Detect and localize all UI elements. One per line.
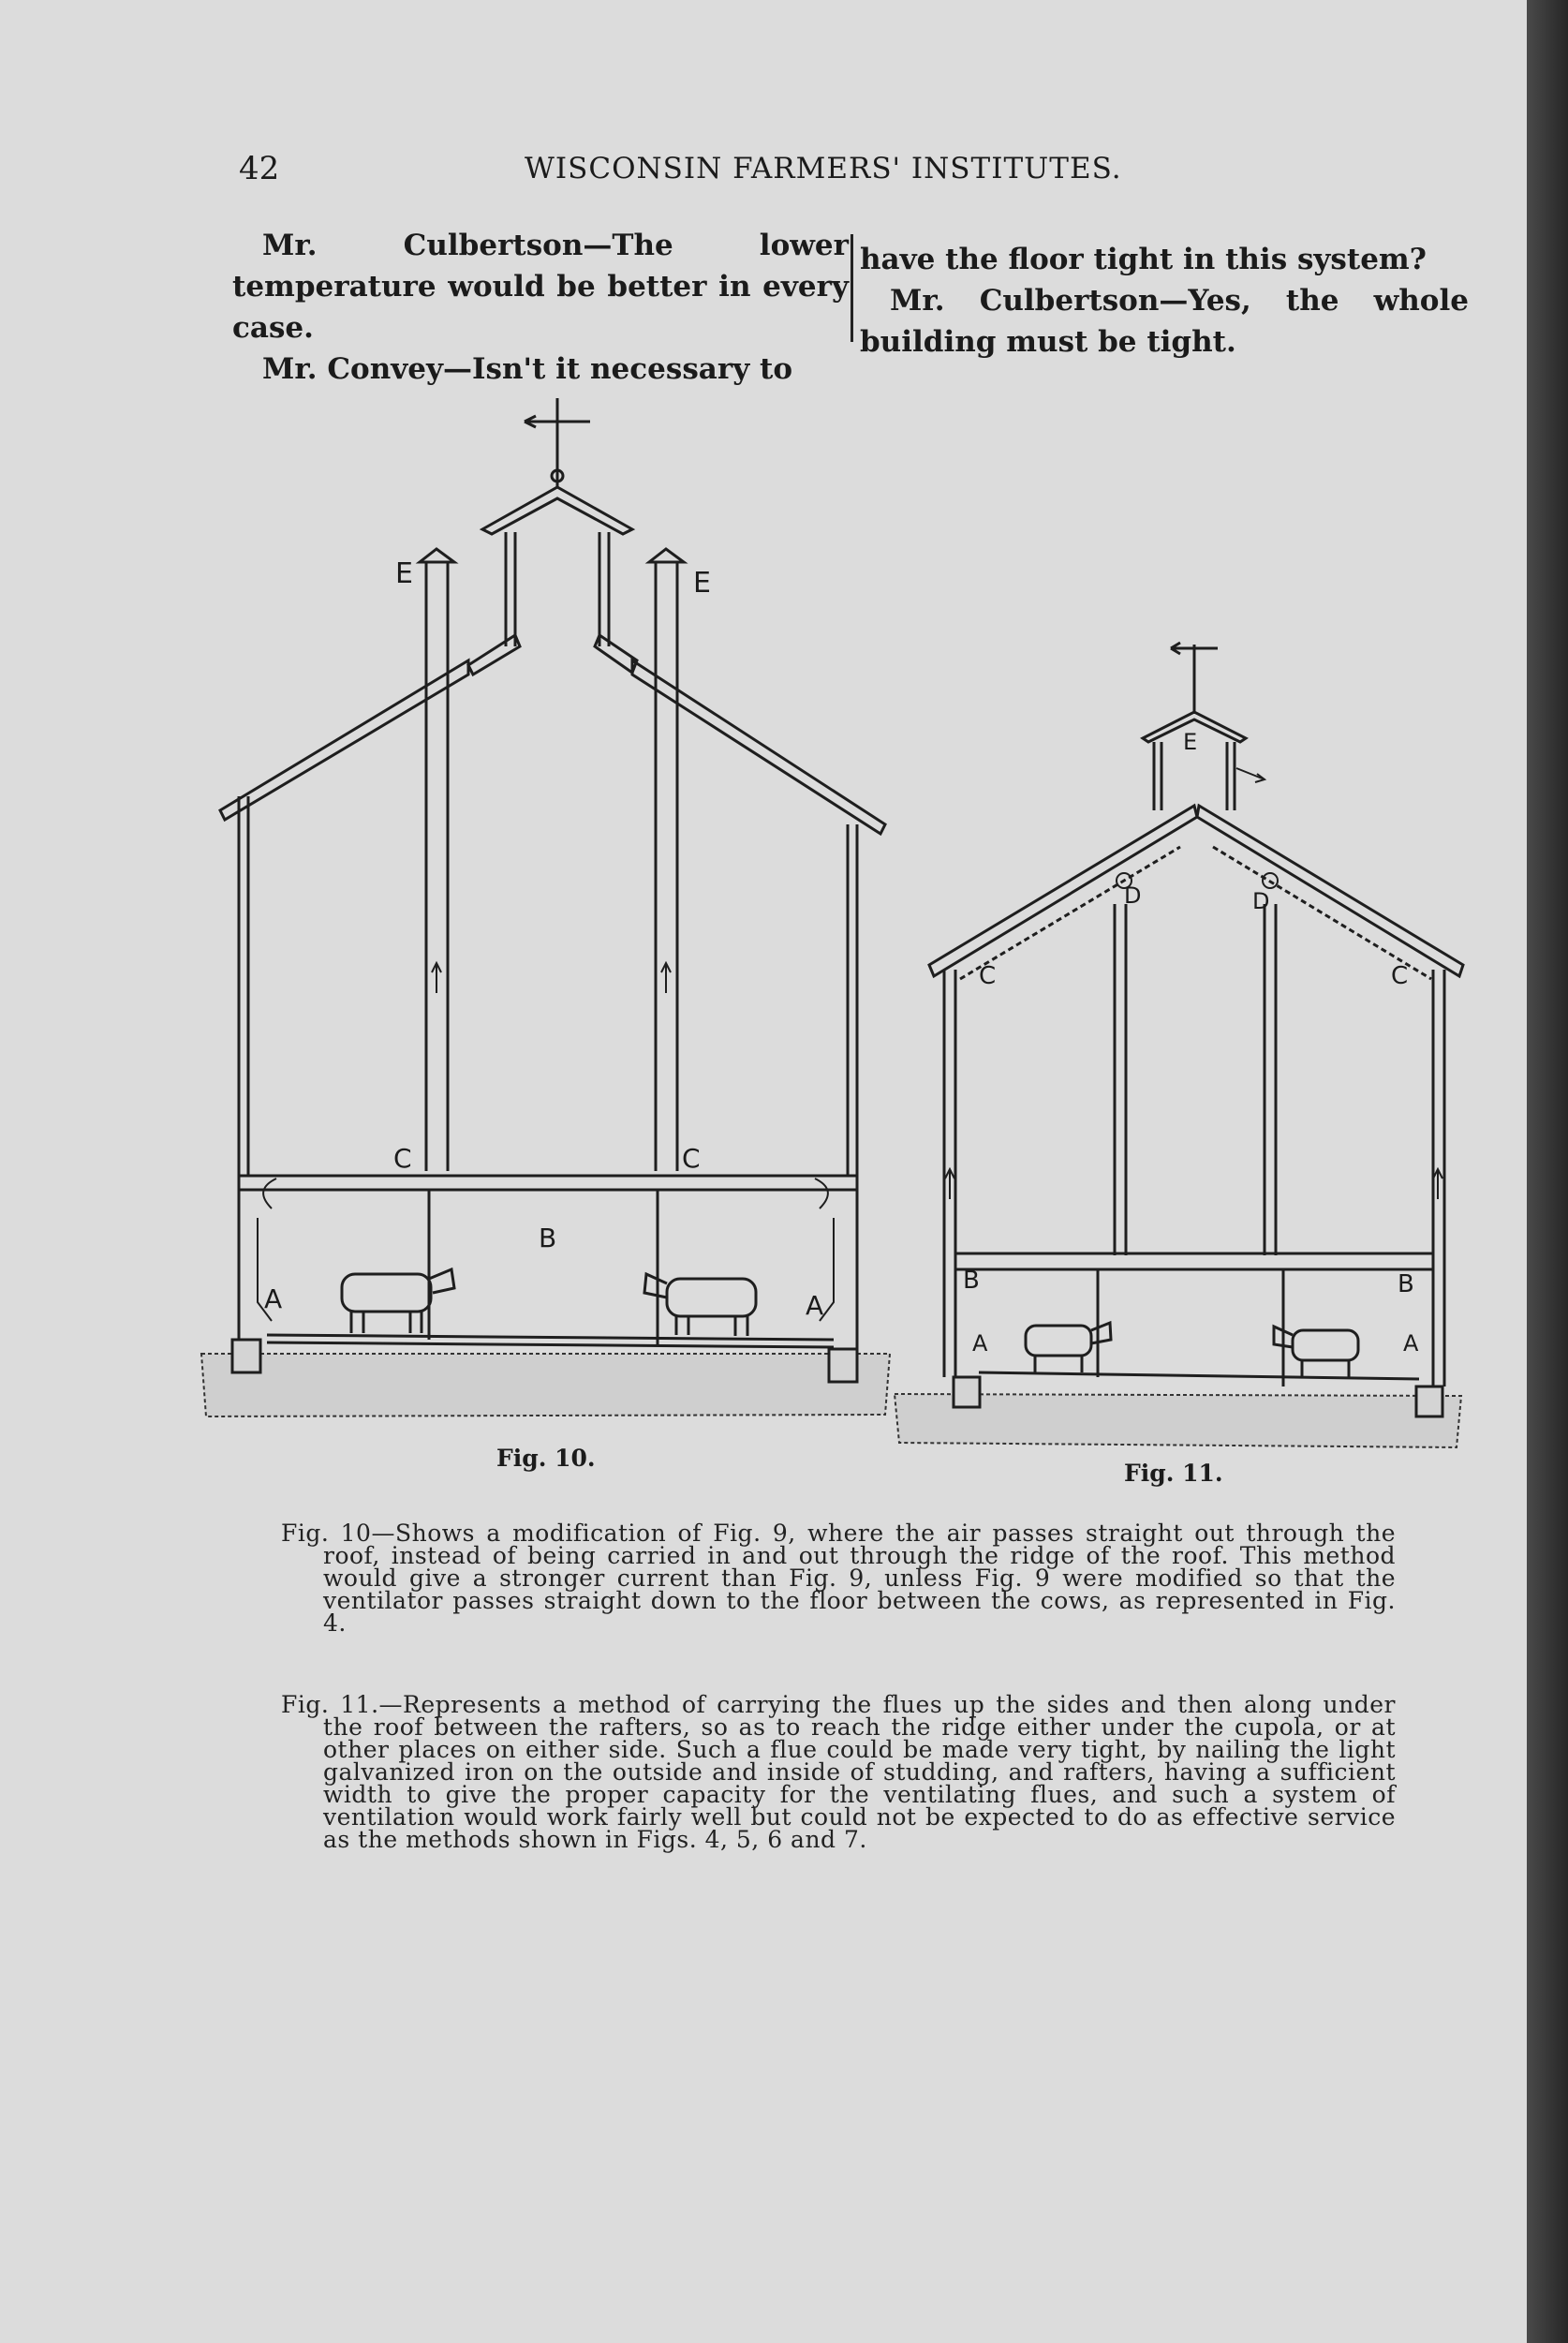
fig11-label-a-right: A [1403, 1330, 1419, 1357]
fig10-label-b: B [539, 1223, 557, 1253]
fig11-caption: Fig. 11. [1124, 1460, 1223, 1487]
page-header [239, 150, 1457, 197]
fig10-caption: Fig. 10. [496, 1445, 596, 1472]
fig11-label-b-right: B [1398, 1270, 1414, 1298]
fig11-roof-left [929, 806, 1197, 976]
fig10-description [281, 1522, 1396, 1635]
fig10-label-a-left: A [264, 1283, 283, 1314]
dialogue-paragraph: have the floor tight in this system? [860, 243, 1427, 276]
fig11-label-d-left: D [1124, 882, 1142, 909]
fig10-label-e-left: E [395, 557, 413, 590]
dialogue-paragraph: Mr. Convey—Isn't it necessary to [262, 352, 792, 386]
fig11-stable-floor [979, 1372, 1419, 1379]
fig11-label-a-left: A [972, 1330, 988, 1357]
fig10-label-c-right: C [682, 1143, 701, 1174]
scan-page-edge [1527, 0, 1568, 2343]
dialogue-paragraph: Mr. Culbertson—The lower temperature would be better in every case. [232, 229, 849, 345]
fig11-label-d-right: D [1252, 888, 1270, 914]
fig11-roof-right [1197, 806, 1463, 976]
fig11-description-text: Fig. 11.—Represents a method of carrying the flues up the sides and then along under the roof between the rafters, so as to reach the ridge either under the cupola, or at other places on either side. Such a flue could be made very tight, by nailing the light galvanized iron on the outside and inside of studding, and rafters, having a sufficient width to give the proper capacity for the ventilating flues, and such a system of ventilation would work fairly well but could not be expected to do as effective service as the methods shown in Figs. 4, 5, 6 and 7. [281, 1691, 1396, 1853]
fig11-foundation-right [1416, 1387, 1442, 1416]
fig10-label-c-left: C [393, 1143, 412, 1174]
page-number: 42 [239, 150, 280, 187]
fig11-label-c-left: C [979, 962, 997, 990]
fig11-barn-diagram [187, 393, 1480, 1499]
fig10-description-text: Fig. 10—Shows a modification of Fig. 9, where the air passes straight out through the roof, instead of being carried in and out through the ridge of the roof. This method would give a stronger current than Fig. 9, unless Fig. 9 were modified so that the ventilator passes straight down to the floor between the cows, as represented in Fig. 4. [281, 1520, 1396, 1637]
column-divider [851, 234, 853, 342]
dialogue-left-column [232, 225, 849, 390]
dialogue-right-column [860, 239, 1469, 363]
fig11-label-b-left: B [963, 1267, 980, 1295]
fig11-description [281, 1691, 1396, 1853]
running-head: WISCONSIN FARMERS' INSTITUTES. [525, 152, 1122, 185]
fig11-label-e: E [1183, 729, 1198, 755]
fig11-foundation-left [954, 1377, 980, 1407]
fig11-label-c-right: C [1391, 962, 1409, 990]
fig10-label-e-right: E [693, 567, 711, 600]
figures-area [187, 393, 1480, 1499]
fig11-cow-right [1274, 1327, 1358, 1377]
fig10-label-a-right: A [806, 1290, 824, 1321]
dialogue-paragraph: Mr. Culbertson—Yes, the whole building must be tight. [860, 284, 1469, 359]
